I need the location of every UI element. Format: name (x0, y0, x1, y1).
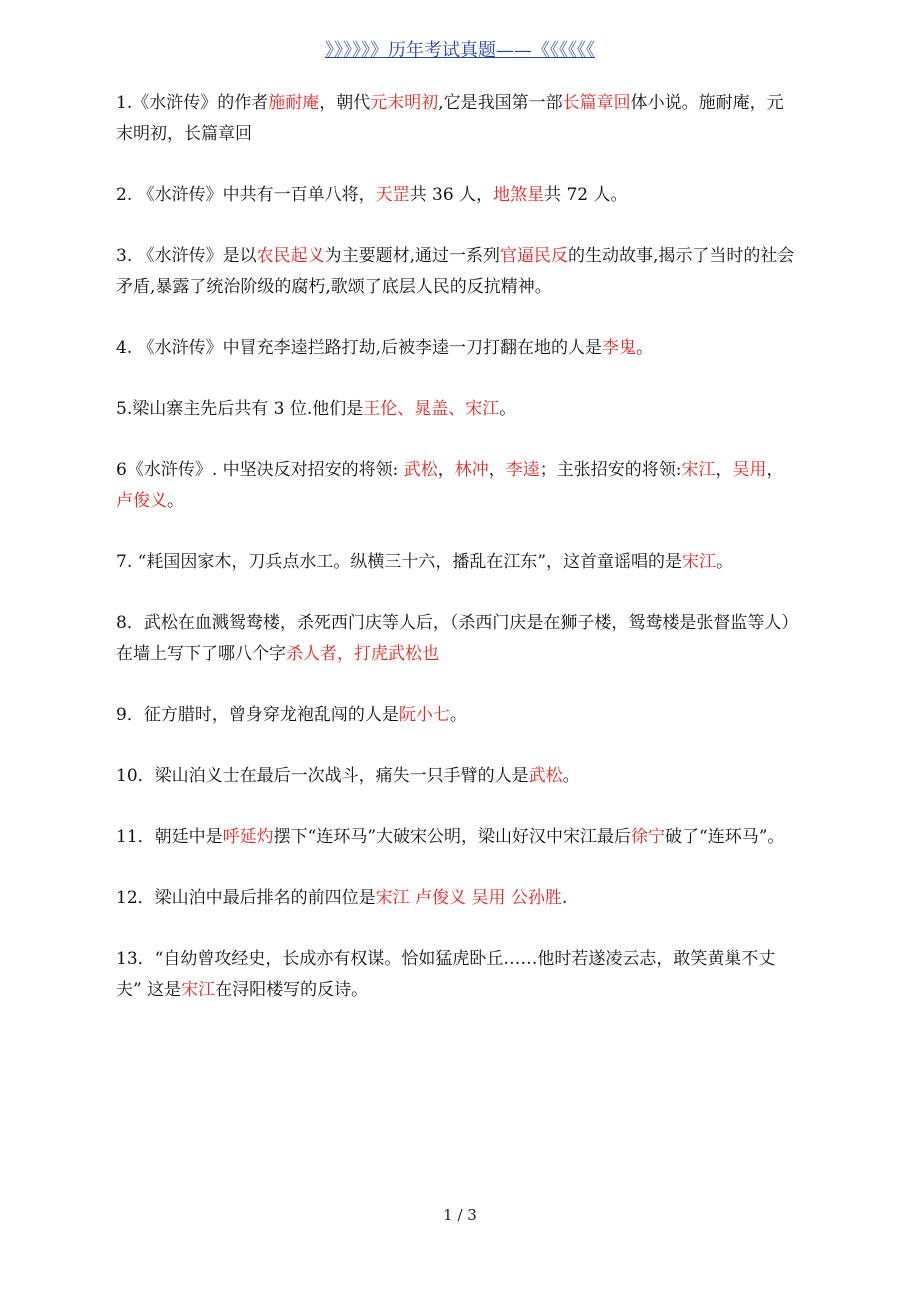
answer-text: 天罡 (375, 185, 410, 205)
question-item (116, 88, 800, 150)
question-text: 破了“连环马”。 (665, 827, 785, 847)
answer-text: 农民起义 (256, 246, 325, 266)
answer-text: 宋江 (681, 460, 716, 480)
answer-text: 地煞星 (493, 185, 545, 205)
question-item (116, 822, 800, 853)
answer-text: 李逵 (505, 460, 540, 480)
question-text: 共 72 人。 (544, 185, 628, 205)
page-header: 》》》》》》历年考试真题——《《《《《《 (325, 40, 595, 61)
question-text: 摆下“连环马”大破宋公明，梁山好汉中宋江最后 (273, 827, 632, 847)
question-text: 12．梁山泊中最后排名的前四位是 (116, 888, 376, 908)
question-text: 。 (449, 705, 467, 725)
question-text: 在浔阳楼写的反诗。 (215, 980, 369, 1000)
question-item (116, 180, 800, 211)
question-text: 1.《水浒传》的作者 (116, 93, 269, 113)
answer-text: 官逼民反 (500, 246, 569, 266)
answer-text: 阮小七 (398, 705, 450, 725)
answer-text: 吴用 (732, 460, 767, 480)
question-text: ；主张招安的将领: (539, 460, 682, 480)
question-text: 。 (499, 399, 517, 419)
question-text: 。 (167, 491, 184, 511)
question-text: ， (766, 460, 784, 480)
question-text: 。 (636, 338, 654, 358)
question-item (116, 700, 800, 731)
answer-text: 宋江 (181, 980, 216, 1000)
answer-text: 武松 (528, 766, 563, 786)
answer-text: 宋江 (682, 552, 717, 572)
question-item (116, 761, 800, 792)
question-text: ,它是我国第一部 (438, 93, 563, 113)
answer-text: 施耐庵 (268, 93, 320, 113)
question-item (116, 608, 800, 670)
question-text: 10．梁山泊义士在最后一次战斗，痛失一只手臂的人是 (116, 766, 529, 786)
question-item (116, 547, 800, 578)
question-text: 体小说。施耐庵，元末明初，长篇章回 (116, 93, 784, 144)
question-text: ，朝代 (319, 93, 371, 113)
question-text: ， (437, 460, 455, 480)
answer-text: 王伦、晁盖、宋江 (363, 399, 500, 419)
question-text: 共 36 人， (409, 185, 494, 205)
question-text: 9．征方腊时，曾身穿龙袍乱闯的人是 (116, 705, 399, 725)
question-text: 6《水浒传》. 中坚决反对招安的将领: (116, 460, 404, 480)
question-text: 8．武松在血溅鸳鸯楼，杀死西门庆等人后，（杀西门庆是在狮子楼，鸳鸯楼是张督监等人）在墙上写下了哪八个字 (116, 613, 799, 664)
answer-text: 徐宁 (631, 827, 666, 847)
question-text: 11．朝廷中是 (116, 827, 223, 847)
question-text: ， (488, 460, 506, 480)
answer-text: 李鬼 (602, 338, 637, 358)
question-text: 5.梁山寨主先后共有 3 位.他们是 (116, 399, 364, 419)
answer-text: 林冲 (454, 460, 489, 480)
question-text: 的生动故事,揭示了当时的社会矛盾,暴露了统治阶级的腐朽,歌颂了底层人民的反抗精神。 (116, 246, 795, 297)
question-text: 。 (562, 766, 580, 786)
question-item (116, 333, 800, 364)
question-list (116, 88, 800, 1036)
answer-text: 杀人者，打虎武松也 (286, 644, 439, 664)
page-number: 1 / 3 (443, 1206, 477, 1224)
question-item (116, 241, 800, 303)
answer-text: 宋江 卢俊义 吴用 公孙胜 (375, 888, 562, 908)
question-item (116, 455, 800, 517)
question-item (116, 883, 800, 914)
question-item (116, 944, 800, 1006)
question-text: ， (715, 460, 733, 480)
question-text: 。 (716, 552, 734, 572)
question-text: 4. 《水浒传》中冒充李逵拦路打劫,后被李逵一刀打翻在地的人是 (116, 338, 603, 358)
question-item (116, 394, 800, 425)
question-text: 3. 《水浒传》是以 (116, 246, 257, 266)
answer-text: 元末明初 (370, 93, 439, 113)
question-text: 为主要题材,通过一系列 (324, 246, 501, 266)
answer-text: 武松 (403, 460, 438, 480)
answer-text: 长篇章回 (562, 93, 631, 113)
answer-text: 呼延灼 (222, 827, 274, 847)
question-text: . (561, 888, 568, 908)
question-text: 13．“自幼曾攻经史，长成亦有权谋。恰如猛虎卧丘……他时若遂凌云志，敢笑黄巢不丈夫” 这是 (116, 949, 776, 1000)
answer-text: 卢俊义 (116, 491, 167, 511)
question-text: 2. 《水浒传》中共有一百单八将， (116, 185, 376, 205)
question-text: 7. “耗国因家木，刀兵点水工。纵横三十六，播乱在江东”，这首童谣唱的是 (116, 552, 683, 572)
